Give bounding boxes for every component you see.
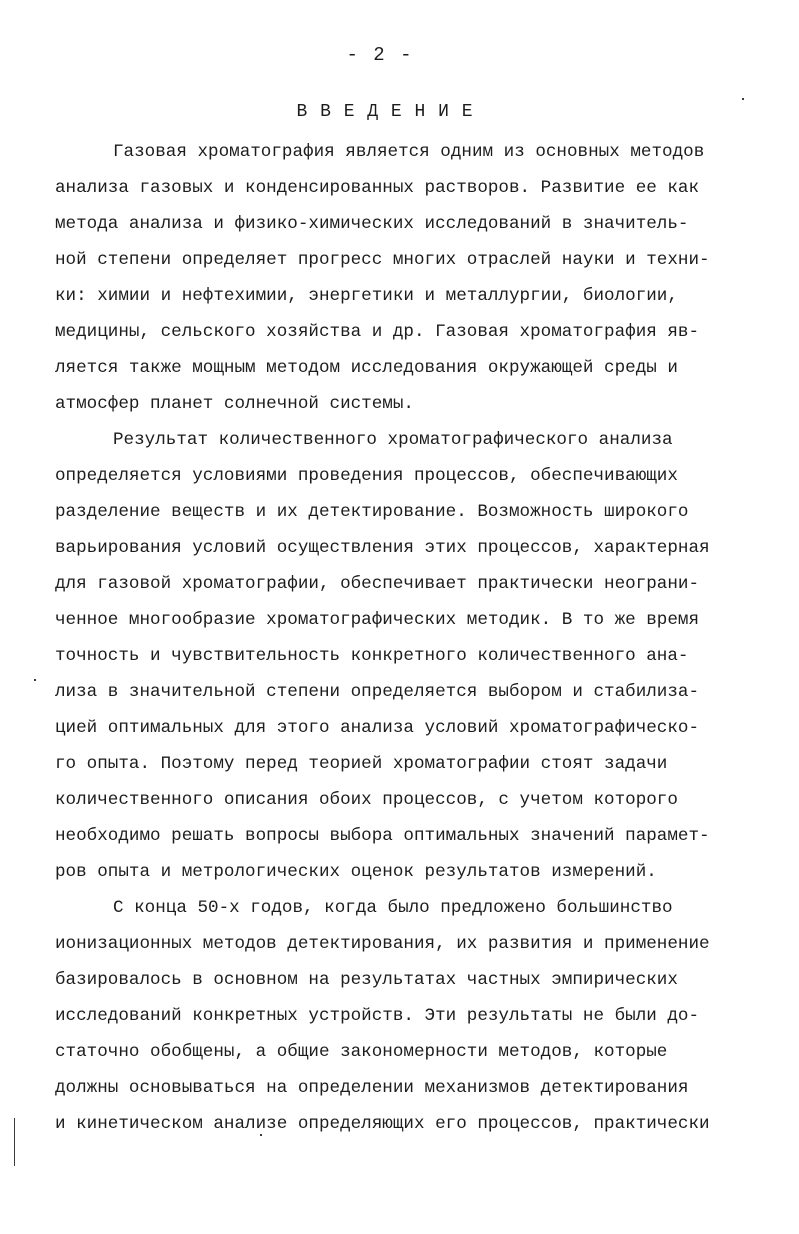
paragraph-2-line-2: определяется условиями проведения процессов, обеспечивающих [55,466,678,486]
paragraph-2-line-13: ров опыта и метрологических оценок результатов измерений. [55,862,657,882]
paragraph-3-line-6: должны основываться на определении механизмов детектирования [55,1078,689,1098]
paragraph-2-line-11: количественного описания обоих процессов, с учетом которого [55,790,678,810]
paragraph-1-line-8: атмосфер планет солнечной системы. [55,394,414,414]
paragraph-3-line-3: базировалось в основном на результатах частных эмпирических [55,970,678,990]
paragraph-1-line-5: ки: химии и нефтехимии, энергетики и металлургии, биологии, [55,286,678,306]
paragraph-3-line-4: исследований конкретных устройств. Эти результаты не были до- [55,1006,700,1026]
paragraph-1-line-4: ной степени определяет прогресс многих отраслей науки и техни- [55,250,710,270]
paragraph-2-line-6: ченное многообразие хроматографических методик. В то же время [55,610,700,630]
scan-mark [34,679,36,681]
paragraph-1-line-1: Газовая хроматография является одним из основных методов [113,142,705,162]
paragraph-2-line-12: необходимо решать вопросы выбора оптимальных значений парамет- [55,826,710,846]
paragraph-2-line-9: цией оптимальных для этого анализа условий хроматографическо- [55,718,700,738]
paragraph-2-line-5: для газовой хроматографии, обеспечивает практически неограни- [55,574,700,594]
paragraph-3-line-7: и кинетическом анализе определяющих его процессов, практически [55,1114,710,1134]
paragraph-1-line-6: медицины, сельского хозяйства и др. Газовая хроматография яв- [55,322,700,342]
paragraph-1-line-7: ляется также мощным методом исследования окружающей среды и [55,358,678,378]
paragraph-2-line-3: разделение веществ и их детектирование. Возможность широкого [55,502,689,522]
paragraph-2-line-8: лиза в значительной степени определяется выбором и стабилиза- [55,682,700,702]
paragraph-2-line-4: варьирования условий осуществления этих процессов, характерная [55,538,710,558]
paragraph-1-line-2: анализа газовых и конденсированных растворов. Развитие ее как [55,178,700,198]
paragraph-3-line-5: статочно обобщены, а общие закономерности методов, которые [55,1042,668,1062]
scan-mark [260,1134,262,1136]
scan-mark [742,98,744,100]
paragraph-1-line-3: метода анализа и физико-химических исследований в значитель- [55,214,689,234]
paragraph-2-line-7: точность и чувствительность конкретного количественного ана- [55,646,689,666]
paragraph-2-line-10: го опыта. Поэтому перед теорией хроматографии стоят задачи [55,754,668,774]
paragraph-3-line-2: ионизационных методов детектирования, их развития и применение [55,934,710,954]
left-edge-mark [14,1118,15,1166]
page-number: - 2 - [346,44,414,66]
paragraph-2-line-1: Результат количественного хроматографического анализа [113,430,673,450]
section-heading: В В Е Д Е Н И Е [296,102,474,122]
paragraph-3-line-1: С конца 50-х годов, когда было предложено большинство [113,898,673,918]
